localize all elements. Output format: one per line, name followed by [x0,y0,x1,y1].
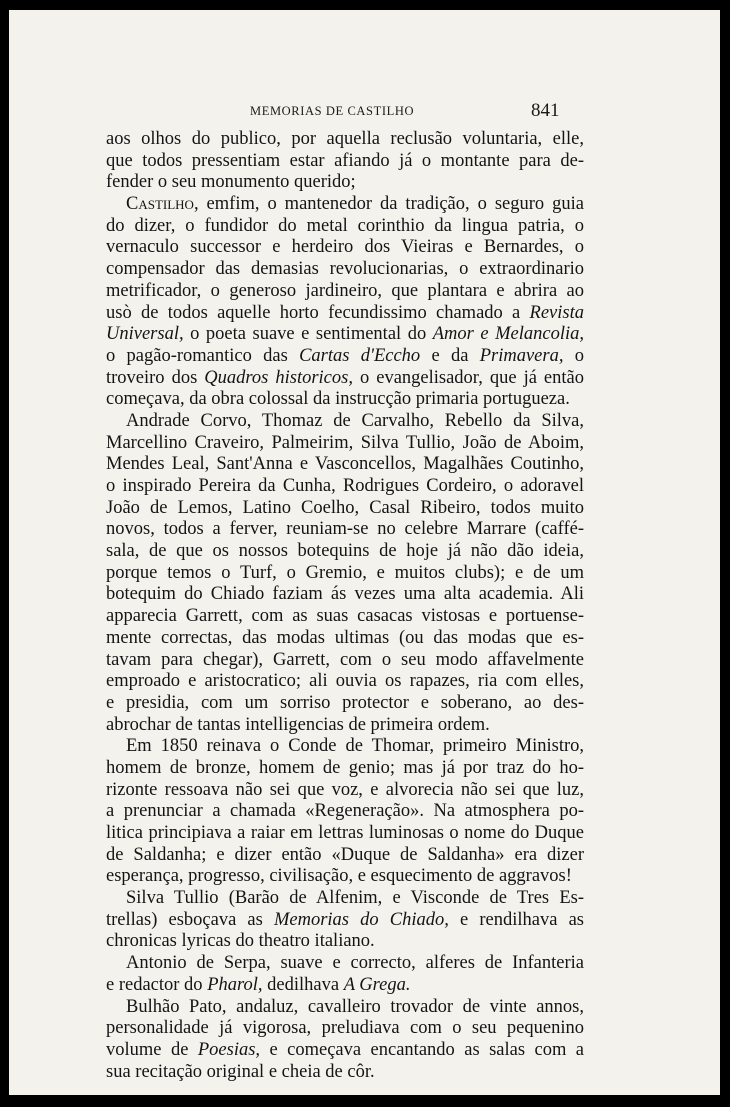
small-caps-name: Castilho, [126,194,199,215]
italic-title: Quadros historicos, [204,367,353,388]
text-line: compensador das demasias revolucionarias, o extraordinario [106,259,584,280]
italic-title: Revista [529,302,584,323]
text-line: Bulhão Pato, andaluz, cavalleiro trovador de vinte annos, [126,996,584,1017]
text-line: mente correctas, das modas ultimas (ou das modas que es- [106,627,584,648]
text-line: e presidia, com um sorriso protector e soberano, ao des- [106,692,584,713]
text-line: homem de bronze, homem de genio; mas já por traz do ho- [106,757,584,778]
text-line: do dizer, o fundidor do metal corinthio da lingua patria, o [106,215,584,236]
text-line: de Saldanha; e dizer então «Duque de Saldanha» era dizer [106,844,584,865]
italic-title: Pharol, [207,974,263,995]
italic-title: Primavera, [479,345,564,366]
text-line: novos, todos a ferver, reuniam-se no celebre Marrare (caffé- [106,519,584,540]
text-line: Em 1850 reinava o Conde de Thomar, primeiro Ministro, [126,736,584,757]
text-line: fender o seu monumento querido; [106,172,356,193]
running-head: MEMORIAS DE CASTILHO [250,104,415,118]
italic-title: Memorias do Chiado, [273,909,449,930]
text-line: rizonte ressoava não sei que voz, e alvorecia não sei que luz, [106,779,584,800]
text-line: sala, de que os nossos botequins de hoje já não dão ideia, [106,541,584,562]
text-line: Castilho, emfim, o mantenedor da tradição, o seguro guia [126,194,584,215]
text-line: personalidade já vigorosa, preludiava com o seu pequenino [106,1018,584,1039]
text-line: esperança, progresso, civilisação, e esquecimento de aggravos! [106,866,572,887]
text-line: o pagão-romantico das Cartas d'Eccho e da Primavera, o [106,345,584,366]
text-line: volume de Poesias, e começava encantando as salas com a [106,1039,585,1060]
italic-title: Amor e Melancolia, [432,324,584,345]
text-line: botequim do Chiado faziam ás vezes uma alta academia. Ali [106,584,584,605]
text-line: Mendes Leal, Sant'Anna e Vasconcellos, Magalhães Coutinho, [106,454,584,475]
text-line: Antonio de Serpa, suave e correcto, alferes de Infanteria [126,953,584,974]
text-line: metrificador, o generoso jardineiro, que plantara e abrira ao [106,280,584,301]
page-number: 841 [531,100,560,121]
text-line: Silva Tullio (Barão de Alfenim, e Visconde de Tres Es- [126,888,584,909]
text-line: porque temos o Turf, o Gremio, e muitos clubs); e de um [106,562,584,583]
text-line: troveiro dos Quadros historicos, o evangelisador, que já então [106,367,584,388]
text-line: aos olhos do publico, por aquella reclusão voluntaria, elle, [106,129,584,149]
italic-title: Universal, [106,324,184,345]
text-line: a prenunciar a chamada «Regeneração». Na atmosphera po- [106,801,584,822]
italic-title: A Grega. [343,974,411,995]
text-line: João de Lemos, Latino Coelho, Casal Ribeiro, todos muito [106,497,584,518]
text-line: usò de todos aquelle horto fecundissimo chamado a Revista [106,302,584,323]
text-line: sua recitação original e cheia de côr. [106,1061,375,1082]
text-line: chronicas lyricas do theatro italiano. [106,931,375,952]
text-line: vernaculo successor e herdeiro dos Vieiras e Bernardes, o [106,237,584,258]
text-line: e redactor do Pharol, dedilhava A Grega. [106,974,411,995]
text-line: abrochar de tantas intelligencias de primeira ordem. [106,714,490,735]
text-line: trellas) esboçava as Memorias do Chiado, e rendilhava as [106,909,584,930]
page-header [9,100,720,124]
text-line: tavam para chegar), Garrett, com o seu modo affavelmente [106,649,584,670]
text-line: que todos pressentiam estar afiando já o montante para de- [106,150,584,171]
book-page [9,10,720,1095]
text-line: Universal, o poeta suave e sentimental do Amor e Melancolia, [106,324,584,345]
text-line: Andrade Corvo, Thomaz de Carvalho, Rebello da Silva, [126,410,584,431]
text-line: Marcellino Craveiro, Palmeirim, Silva Tullio, João de Aboim, [106,432,584,453]
italic-title: Cartas d'Eccho [299,345,421,366]
text-line: emproado e aristocratico; ali ouvia os rapazes, ria com elles, [106,671,584,692]
text-line: apparecia Garrett, com as suas casacas vistosas e portuense- [106,606,584,627]
text-line: começava, da obra colossal da instrucção primaria portugueza. [106,389,570,410]
text-line: litica principiava a raiar em lettras luminosas o nome do Duque [106,823,584,843]
text-line: o inspirado Pereira da Cunha, Rodrigues Cordeiro, o adoravel [106,476,584,496]
body-text [106,129,584,1083]
italic-title: Poesias, [197,1039,261,1060]
